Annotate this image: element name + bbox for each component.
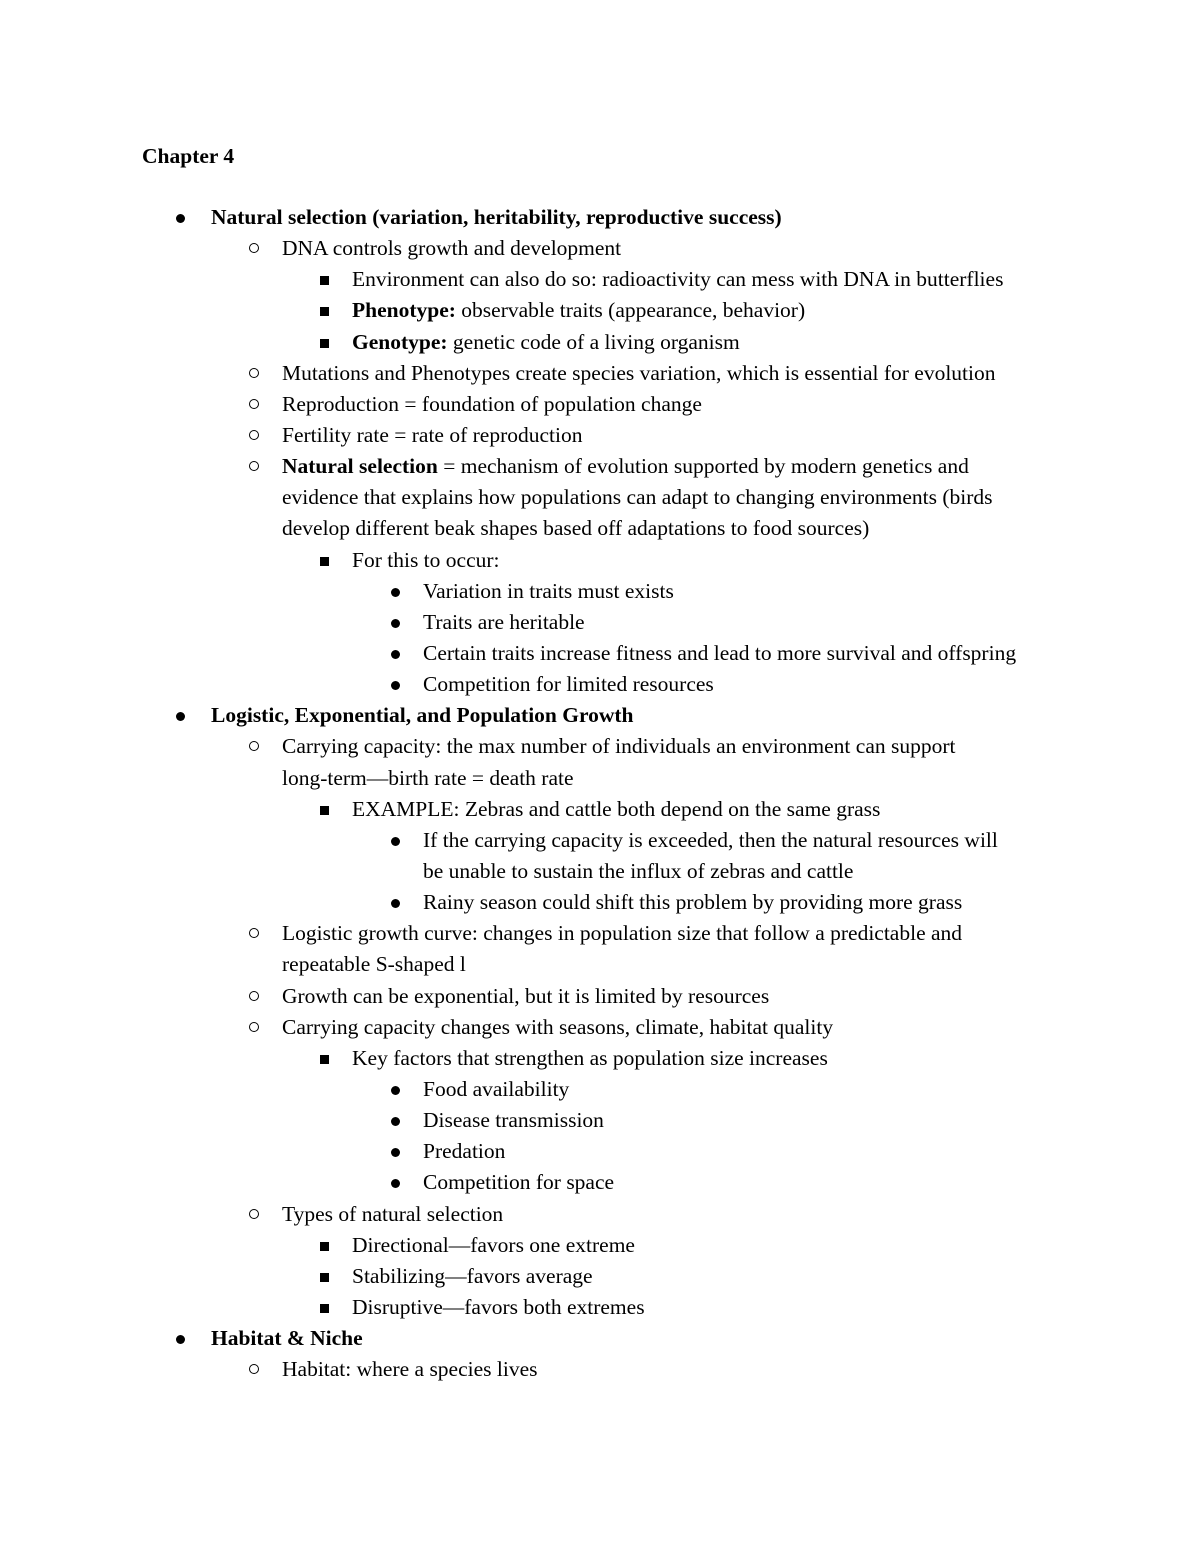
hollow-circle-bullet-icon bbox=[249, 928, 259, 938]
list-item bbox=[0, 1105, 1200, 1136]
list-item bbox=[0, 576, 1200, 607]
list-item-text: evidence that explains how populations can adapt to changing environments (birds bbox=[282, 485, 993, 510]
list-item bbox=[0, 358, 1200, 389]
list-item bbox=[0, 1167, 1200, 1198]
list-item bbox=[0, 607, 1200, 638]
filled-bullet-icon bbox=[176, 214, 185, 223]
list-item-text: Traits are heritable bbox=[423, 609, 585, 634]
list-item bbox=[0, 700, 1200, 731]
hollow-circle-bullet-icon bbox=[249, 1022, 259, 1032]
square-bullet-icon bbox=[320, 557, 329, 566]
list-item-text bbox=[352, 295, 805, 326]
square-bullet-icon bbox=[320, 1304, 329, 1313]
list-item-text: Carrying capacity: the max number of individuals an environment can support bbox=[282, 734, 956, 759]
filled-bullet-icon bbox=[391, 899, 400, 908]
outline-list bbox=[0, 202, 1200, 1385]
hollow-circle-bullet-icon bbox=[249, 1364, 259, 1374]
term-label: Phenotype: bbox=[352, 298, 456, 323]
list-item-text: Fertility rate = rate of reproduction bbox=[282, 422, 583, 447]
list-item-text: DNA controls growth and development bbox=[282, 236, 622, 261]
list-item bbox=[0, 918, 1200, 980]
square-bullet-icon bbox=[320, 1242, 329, 1251]
list-item-text bbox=[352, 327, 740, 358]
hollow-circle-bullet-icon bbox=[249, 991, 259, 1001]
list-item bbox=[0, 794, 1200, 825]
list-item-text: Mutations and Phenotypes create species variation, which is essential for evolution bbox=[282, 360, 996, 385]
filled-bullet-icon bbox=[391, 1086, 400, 1095]
list-item bbox=[0, 1323, 1200, 1354]
list-item-text: repeatable S-shaped l bbox=[282, 952, 466, 977]
list-item bbox=[0, 202, 1200, 233]
list-item-text: Food availability bbox=[423, 1077, 570, 1101]
term-label: Genotype: bbox=[352, 329, 448, 354]
hollow-circle-bullet-icon bbox=[249, 741, 259, 751]
list-item-text: develop different beak shapes based off adaptations to food sources) bbox=[282, 516, 870, 541]
hollow-circle-bullet-icon bbox=[249, 368, 259, 378]
list-item bbox=[0, 731, 1200, 793]
filled-bullet-icon bbox=[176, 1335, 185, 1344]
term-definition: = mechanism of evolution supported by modern genetics and bbox=[437, 454, 969, 479]
hollow-circle-bullet-icon bbox=[249, 243, 259, 253]
list-item bbox=[0, 389, 1200, 420]
list-item-text: If the carrying capacity is exceeded, then the natural resources will bbox=[423, 827, 998, 852]
list-item-text: Disruptive—favors both extremes bbox=[352, 1294, 645, 1319]
list-item-text: Competition for limited resources bbox=[423, 672, 714, 697]
hollow-circle-bullet-icon bbox=[249, 461, 259, 471]
list-item bbox=[0, 1292, 1200, 1323]
list-item bbox=[0, 420, 1200, 451]
list-item-text: Certain traits increase fitness and lead to more survival and offspring bbox=[423, 640, 1017, 665]
list-item-text: Logistic, Exponential, and Population Growth bbox=[211, 703, 634, 728]
list-item-text: Habitat: where a species lives bbox=[282, 1357, 538, 1382]
list-item-text: Habitat & Niche bbox=[211, 1326, 363, 1351]
list-item bbox=[0, 1199, 1200, 1230]
list-item bbox=[0, 295, 1200, 326]
filled-bullet-icon bbox=[176, 712, 185, 721]
list-item bbox=[0, 1043, 1200, 1074]
list-item-text: For this to occur: bbox=[352, 547, 500, 572]
square-bullet-icon bbox=[320, 1055, 329, 1064]
square-bullet-icon bbox=[320, 307, 329, 316]
list-item-text: Key factors that strengthen as population size increases bbox=[352, 1045, 828, 1070]
list-item bbox=[0, 451, 1200, 544]
list-item-text: Growth can be exponential, but it is limited by resources bbox=[282, 983, 770, 1008]
square-bullet-icon bbox=[320, 806, 329, 815]
filled-bullet-icon bbox=[391, 650, 400, 659]
list-item bbox=[0, 825, 1200, 887]
filled-bullet-icon bbox=[391, 1179, 400, 1188]
hollow-circle-bullet-icon bbox=[249, 1209, 259, 1219]
list-item-text: Predation bbox=[423, 1139, 506, 1164]
list-item-text: EXAMPLE: Zebras and cattle both depend on the same grass bbox=[352, 796, 881, 821]
list-item-text: be unable to sustain the influx of zebras and cattle bbox=[423, 858, 854, 883]
square-bullet-icon bbox=[320, 339, 329, 348]
list-item-text: long-term—birth rate = death rate bbox=[282, 765, 574, 790]
list-item-text bbox=[282, 451, 969, 482]
filled-bullet-icon bbox=[391, 1148, 400, 1157]
square-bullet-icon bbox=[320, 1273, 329, 1282]
list-item-text: Natural selection (variation, heritability, reproductive success) bbox=[211, 205, 782, 229]
list-item-text: Carrying capacity changes with seasons, climate, habitat quality bbox=[282, 1014, 834, 1039]
list-item-text: Competition for space bbox=[423, 1170, 615, 1195]
list-item bbox=[0, 233, 1200, 264]
page-title: Chapter 4 bbox=[142, 144, 235, 168]
list-item-text: Environment can also do so: radioactivity can mess with DNA in butterflies bbox=[352, 267, 1004, 292]
list-item bbox=[0, 981, 1200, 1012]
list-item-text: Types of natural selection bbox=[282, 1201, 504, 1226]
hollow-circle-bullet-icon bbox=[249, 399, 259, 409]
list-item bbox=[0, 1012, 1200, 1043]
term-label: Natural selection bbox=[282, 454, 438, 479]
filled-bullet-icon bbox=[391, 619, 400, 628]
list-item-text: Logistic growth curve: changes in population size that follow a predictable and bbox=[282, 921, 963, 946]
filled-bullet-icon bbox=[391, 588, 400, 597]
filled-bullet-icon bbox=[391, 681, 400, 690]
list-item-text: Rainy season could shift this problem by providing more grass bbox=[423, 890, 963, 915]
list-item bbox=[0, 1136, 1200, 1167]
list-item-text: Variation in traits must exists bbox=[423, 578, 674, 603]
list-item-text: Stabilizing—favors average bbox=[352, 1263, 593, 1288]
list-item bbox=[0, 264, 1200, 295]
hollow-circle-bullet-icon bbox=[249, 430, 259, 440]
list-item-text: Disease transmission bbox=[423, 1108, 604, 1133]
list-item bbox=[0, 545, 1200, 576]
list-item bbox=[0, 1074, 1200, 1105]
list-item bbox=[0, 669, 1200, 700]
list-item bbox=[0, 1354, 1200, 1385]
list-item-text: Reproduction = foundation of population change bbox=[282, 391, 702, 416]
filled-bullet-icon bbox=[391, 837, 400, 846]
filled-bullet-icon bbox=[391, 1117, 400, 1126]
square-bullet-icon bbox=[320, 276, 329, 285]
list-item bbox=[0, 327, 1200, 358]
list-item bbox=[0, 638, 1200, 669]
term-definition: observable traits (appearance, behavior) bbox=[455, 298, 806, 323]
term-definition: genetic code of a living organism bbox=[447, 329, 740, 354]
list-item bbox=[0, 1261, 1200, 1292]
list-item bbox=[0, 887, 1200, 918]
list-item bbox=[0, 1230, 1200, 1261]
list-item-text: Directional—favors one extreme bbox=[352, 1232, 635, 1257]
